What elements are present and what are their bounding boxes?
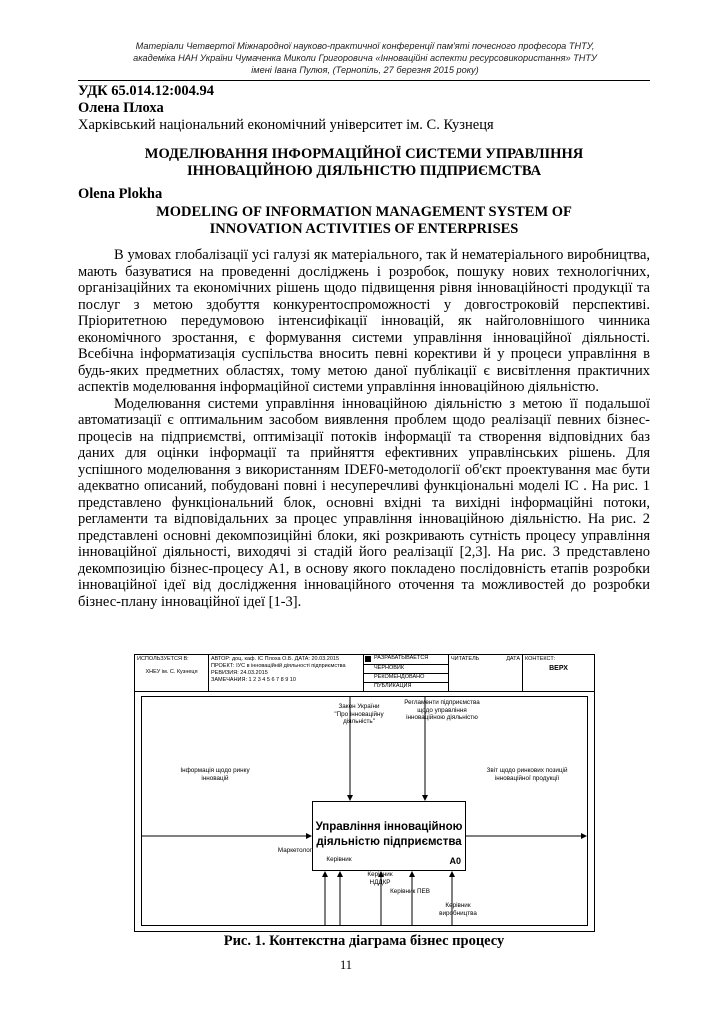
tb-date-label: ДАТА: [294, 656, 310, 662]
idef0-diagram [134, 654, 595, 932]
input-label: Інформація щодо ринку інновацій [180, 767, 250, 782]
tb-context [523, 655, 594, 691]
activity-name: діяльністю підприємства [316, 836, 462, 848]
article-meta [78, 83, 494, 134]
tb-reader-date: ДАТА [506, 656, 520, 662]
diagram-canvas [141, 696, 588, 926]
title-ua [78, 146, 650, 180]
output-label: Звіт щодо ринкових позицій інноваційної продукції [486, 767, 568, 782]
header-line: Матеріали Четвертої Міжнародної науково-практичної конференції пам'яті почесного професора ТНТУ, [135, 41, 595, 51]
tb-project-label: ПРОЕКТ: [211, 663, 235, 669]
header-rule [78, 80, 650, 81]
tb-org: ХНЕУ ім. С. Кузнеця [145, 669, 198, 675]
header-line: імені Івана Пулюя, (Тернопіль, 27 березня 2015 року) [251, 65, 479, 75]
author-ua: Олена Плоха [78, 100, 164, 116]
tb-check-mark [365, 656, 371, 662]
tb-reader [449, 655, 523, 691]
tb-status-row [364, 674, 448, 683]
tb-date: 20.03.2015 [311, 656, 340, 662]
control-label: Регламенти підприємства щодо управління інноваційною діяльністю [404, 699, 480, 721]
article-body [78, 247, 650, 610]
tb-status-text: РАЗРАБАТЫВАЕТСЯ [374, 655, 429, 661]
figure-caption: Рис. 1. Контекстна діаграма бізнес процесу [223, 933, 505, 949]
tb-context-value: ВЕРХ [549, 665, 568, 672]
tb-status-text: ПУБЛИКАЦИЯ [374, 683, 412, 689]
tb-status-text: ЧЕРНОВИК [374, 665, 405, 671]
mechanism-label: Маркетолог [277, 847, 313, 854]
mechanism-label: Керівник НДДКР [367, 871, 393, 886]
activity-name: Управління інноваційною [315, 821, 463, 833]
mechanism-label: Керівник ПЕВ [390, 888, 430, 895]
paragraph: В умовах глобалізації усі галузі як матеріального, так й нематеріального виробництва, мають базуватися на проведенні досліджень і розробок, пошуку нових технологічних, організаційних та економічних рішень щодо підвищення рівня інноваційності продукції та послуг з метою здобуття конкурентоспроможності у довгостроковій перспективі. Пріоритетною передумовою інтенсифікації інновацій, як найголовнішого чинника економічного зростання, є формування системи управління інноваційної діяльності. Всебічна інформатизація суспільства вносить певні корективи й у процеси управління в будь-яких предметних областях, тому метою даної публікації є висвітлення практичних аспектів моделювання інформаційної системи управління інноваційною діяльністю. [78, 247, 650, 395]
tb-revision-label: РЕВИЗИЯ: [211, 670, 239, 676]
mechanism-label: Керівник [326, 856, 352, 863]
paragraph: Моделювання системи управління інноваційною діяльністю з метою її подальшої автоматизації є оптимальним засобом виявлення проблем щодо реалізації певних бізнес-процесів на підприємстві, оптимізації потоків інформації та створення відповідних баз даних для оцінки інформації та прийняття ефективних управлінських рішень. Для успішного моделювання з використанням IDEF0-методології об'єкт проектування має бути адекватно описаний, побудовані повні і несуперечливі функціональні моделі ІС . На рис. 1 представлено функціональний блок, основні вхідні та вихідні інформаційні потоки, регламенти та відповідальних за процес управління інноваційною діяльністю. На рис. 2 представлені основні декомпозиційні блоки, які розкривають сутність процесу управління інноваційної діяльності, виходячі зі стадій його реалізації [2,3]. На рис. 3 представлено декомпозицію бізнес-процесу А1, в основу якого покладено послідовність етапів розробки інноваційної ідеї від дослідження інноваційного оточення та можливостей до розробки бізнес-плану інноваційної ідеї [1-3]. [78, 395, 650, 610]
control-label: Закон України "Про інноваційну діяльність" [334, 703, 384, 725]
tb-project-name: ІУС в інноваційній діяльності підприємства [236, 663, 346, 669]
mechanism-label: Керівник виробництва [439, 902, 477, 917]
tb-status-row [364, 683, 448, 691]
title-en [78, 204, 650, 238]
tb-revision: 24.03.2015 [240, 670, 268, 676]
conference-header [60, 40, 670, 76]
title-en-line: MODELING OF INFORMATION MANAGEMENT SYSTEM OF [156, 204, 572, 220]
tb-used-at-label: ИСПОЛЬЗУЕТСЯ В: [137, 656, 189, 662]
page-number: 11 [340, 958, 353, 972]
tb-status [364, 655, 449, 691]
title-ua-line: МОДЕЛЮВАННЯ ІНФОРМАЦІЙНОЇ СИСТЕМИ УПРАВЛІННЯ [144, 146, 584, 162]
tb-used-at [135, 655, 209, 691]
tb-author-text: АВТОР: доц. каф. ІС Плоха О.Б. [211, 656, 294, 662]
tb-status-row [364, 655, 448, 665]
title-ua-line: ІННОВАЦІЙНОЮ ДІЯЛЬНІСТЮ ПІДПРИЄМСТВА [186, 163, 542, 179]
tb-context-label: КОНТЕКСТ: [525, 656, 556, 662]
tb-reader-label: ЧИТАТЕЛЬ [451, 656, 480, 662]
header-line: академіка НАН України Чумаченка Миколи Григоровича «Інноваційні аспекти ресурсовикористання» ТНТУ [133, 53, 597, 63]
tb-notes: ЗАМЕЧАНИЯ: 1 2 3 4 5 6 7 8 9 10 [211, 677, 296, 683]
udc-code: УДК 65.014.12:004.94 [78, 83, 214, 99]
affiliation: Харківський національний економічний університет ім. С. Кузнеця [78, 117, 494, 133]
author-en: Olena Plokha [78, 186, 163, 202]
tb-author [209, 655, 364, 691]
diagram-title-block [135, 655, 594, 692]
node-number: A0 [449, 856, 461, 866]
tb-status-row [364, 665, 448, 674]
tb-status-text: РЕКОМЕНДОВАНО [374, 674, 425, 680]
title-en-line: INNOVATION ACTIVITIES OF ENTERPRISES [209, 221, 519, 237]
